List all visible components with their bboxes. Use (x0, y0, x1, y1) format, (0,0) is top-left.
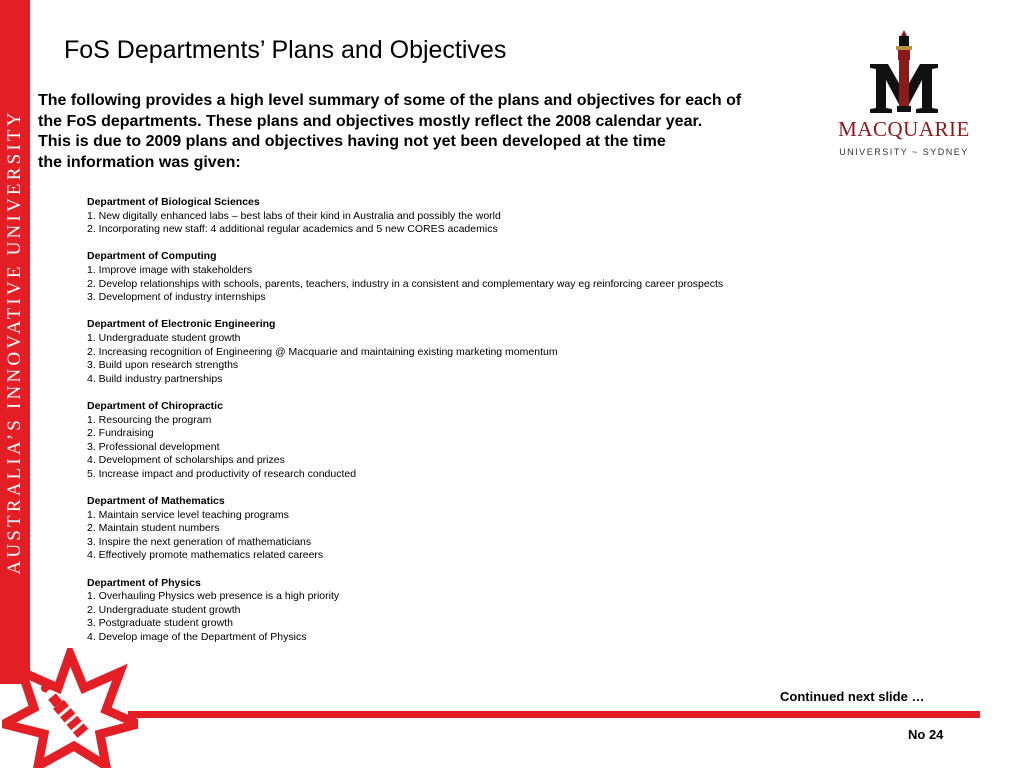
objective-item: 2. Undergraduate student growth (87, 603, 241, 616)
page-number: No 24 (908, 727, 944, 742)
department-electronic-engineering (87, 318, 827, 386)
objective-item: 3. Postgraduate student growth (87, 617, 233, 630)
slide-title: FoS Departments’ Plans and Objectives (64, 36, 507, 64)
objective-item: 2. Incorporating new staff: 4 additional regular academics and 5 new CORES academics (87, 223, 498, 236)
objective-item: 1. Improve image with stakeholders (87, 263, 253, 276)
continued-note: Continued next slide … (780, 689, 925, 704)
lighthouse-m-crest-icon (834, 28, 974, 160)
objective-item: 4. Develop image of the Department of Physics (87, 631, 307, 643)
intro-line: the information was given: (38, 153, 241, 171)
intro-line: the FoS departments. These plans and objectives mostly reflect the 2008 calendar year. (38, 112, 703, 130)
objective-item: 5. Increase impact and productivity of research conducted (87, 467, 357, 480)
intro-line: This is due to 2009 plans and objectives having not yet been developed at the time (38, 133, 666, 150)
vertical-tagline: AUSTRALIA’S INNOVATIVE UNIVERSITY (4, 109, 25, 575)
department-physics (87, 577, 827, 645)
objective-item: 2. Fundraising (87, 427, 154, 440)
macquarie-logo (834, 28, 974, 160)
departments-list (87, 196, 827, 658)
footer-divider (128, 711, 980, 718)
intro-paragraph (38, 91, 818, 173)
objective-item: 1. Maintain service level teaching programs (87, 508, 289, 521)
objective-item: 1. Resourcing the program (87, 413, 212, 426)
department-heading: Department of Computing (87, 250, 217, 263)
department-heading: Department of Mathematics (87, 495, 225, 508)
department-heading: Department of Electronic Engineering (87, 318, 276, 331)
logo-wordmark: MACQUARIE (838, 117, 970, 141)
brand-side-band (0, 0, 30, 684)
objective-item: 2. Maintain student numbers (87, 522, 220, 535)
department-chiropractic (87, 400, 827, 482)
objective-item: 4. Effectively promote mathematics related careers (87, 549, 324, 562)
objective-item: 2. Develop relationships with schools, parents, teachers, industry in a consistent and complementary way eg reinforcing career prospects (87, 277, 724, 290)
department-heading: Department of Physics (87, 576, 201, 589)
department-heading: Department of Chiropractic (87, 399, 223, 412)
objective-item: 1. Undergraduate student growth (87, 331, 241, 344)
objective-item: 3. Professional development (87, 440, 220, 453)
objective-item: 1. Overhauling Physics web presence is a high priority (87, 590, 340, 603)
objective-item: 2. Increasing recognition of Engineering @ Macquarie and maintaining existing marketing momentum (87, 345, 558, 358)
intro-line: The following provides a high level summary of some of the plans and objectives for each of (38, 92, 742, 109)
lighthouse-star-icon (2, 648, 138, 768)
department-mathematics (87, 495, 827, 563)
objective-item: 3. Inspire the next generation of mathematicians (87, 535, 312, 548)
objective-item: 4. Development of scholarships and prizes (87, 454, 285, 467)
objective-item: 1. New digitally enhanced labs – best labs of their kind in Australia and possibly the world (87, 209, 501, 222)
logo-subline: UNIVERSITY ~ SYDNEY (839, 147, 969, 157)
objective-item: 3. Build upon research strengths (87, 359, 239, 372)
objective-item: 4. Build industry partnerships (87, 372, 223, 385)
department-computing (87, 250, 827, 304)
objective-item: 3. Development of industry internships (87, 291, 266, 304)
department-heading: Department of Biological Sciences (87, 196, 260, 208)
department-biological-sciences (87, 196, 827, 237)
